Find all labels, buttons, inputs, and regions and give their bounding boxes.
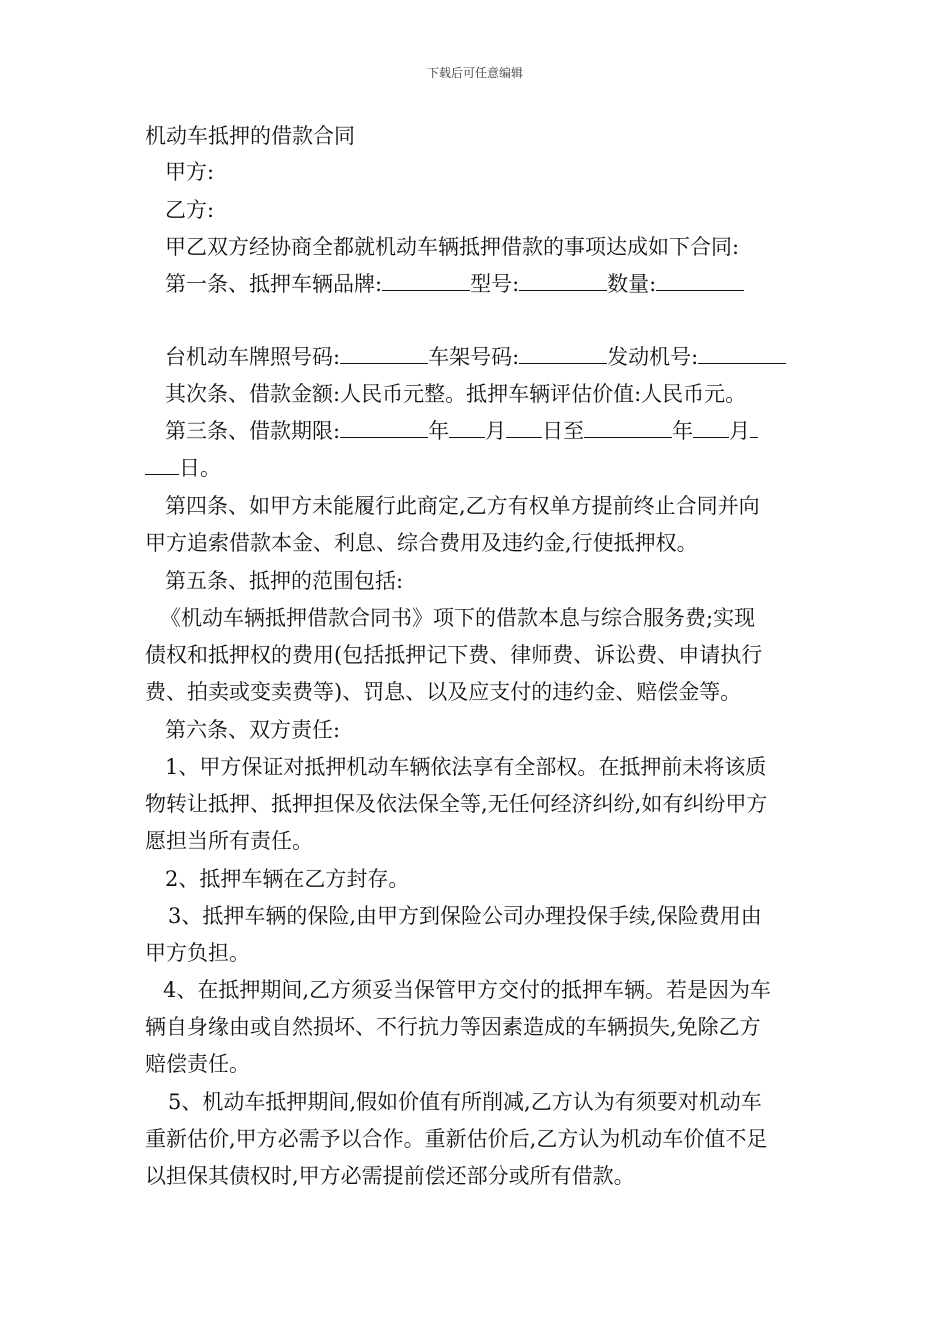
- clause-2: 2、抵押车辆在乙方封存。: [165, 867, 410, 891]
- page-header: 下载后可任意编辑: [426, 66, 523, 80]
- article-1-line-1: [165, 270, 744, 298]
- frame-label: 车架号码:: [428, 345, 520, 369]
- month-label-2: 月: [729, 419, 751, 443]
- clause-1-line-2: 物转让抵押、抵押担保及依法保全等,无任何经济纠纷,如有纠纷甲方: [145, 792, 768, 816]
- model-blank: [519, 270, 607, 291]
- party-b-label: 乙方:: [165, 198, 215, 222]
- start-day-blank: [506, 417, 542, 438]
- article-5-line-1: 《机动车辆抵押借款合同书》项下的借款本息与综合服务费;实现: [160, 606, 756, 630]
- article-3-line-2: [145, 454, 221, 482]
- clause-5-line-1: 5、机动车抵押期间,假如价值有所削减,乙方认为有须要对机动车: [168, 1090, 762, 1114]
- clause-1-line-3: 愿担当所有责任。: [145, 829, 313, 853]
- clause-5-line-3: 以担保其债权时,甲方必需提前偿还部分或所有借款。: [145, 1164, 635, 1188]
- engine-label: 发动机号:: [607, 345, 699, 369]
- intro-paragraph: 甲乙双方经协商全都就机动车辆抵押借款的事项达成如下合同:: [165, 235, 740, 259]
- document-title: 机动车抵押的借款合同: [145, 124, 355, 148]
- clause-4-line-2: 辆自身缘由或自然损坏、不行抗力等因素造成的车辆损失,免除乙方: [145, 1015, 761, 1039]
- clause-1-line-1: 1、甲方保证对抵押机动车辆依法享有全部权。在抵押前未将该质: [165, 755, 767, 779]
- engine-blank: [698, 343, 786, 364]
- article-1-line-2: [165, 343, 786, 371]
- start-month-blank: [449, 417, 485, 438]
- month-label: 月: [485, 419, 507, 443]
- end-month-blank: [693, 417, 729, 438]
- article-4-line-2: 甲方追索借款本金、利息、综合费用及违约金,行使抵押权。: [145, 531, 698, 555]
- frame-blank: [519, 343, 607, 364]
- year-label: 年: [428, 419, 450, 443]
- article-6-heading: 第六条、双方责任:: [165, 718, 341, 742]
- brand-label: 第一条、抵押车辆品牌:: [165, 272, 383, 296]
- start-year-blank: [340, 417, 428, 438]
- article-5-line-3: 费、拍卖或变卖费等)、罚息、以及应支付的违约金、赔偿金等。: [145, 680, 742, 704]
- year-label-2: 年: [672, 419, 694, 443]
- article-5-heading: 第五条、抵押的范围包括:: [165, 569, 404, 593]
- clause-4-line-1: 4、在抵押期间,乙方须妥当保管甲方交付的抵押车辆。若是因为车: [163, 978, 772, 1002]
- party-a-label: 甲方:: [165, 160, 215, 184]
- model-label: 型号:: [470, 272, 520, 296]
- quantity-label: 数量:: [607, 272, 657, 296]
- article-4-line-1: 第四条、如甲方未能履行此商定,乙方有权单方提前终止合同并向: [165, 494, 760, 518]
- clause-3-line-2: 甲方负担。: [145, 941, 250, 965]
- clause-4-line-3: 赔偿责任。: [145, 1052, 250, 1076]
- plate-blank: [340, 343, 428, 364]
- day-end-label: 日。: [179, 456, 221, 480]
- article-5-line-2: 债权和抵押权的费用(包括抵押记下费、律师费、诉讼费、申请执行: [145, 643, 763, 667]
- end-day-blank-part1: [750, 417, 758, 438]
- quantity-blank: [656, 270, 744, 291]
- clause-5-line-2: 重新估价,甲方必需予以合作。重新估价后,乙方认为机动车价值不足: [145, 1127, 768, 1151]
- brand-blank: [382, 270, 470, 291]
- end-day-blank-part2: [145, 454, 179, 475]
- article-3-line-1: [165, 417, 758, 445]
- plate-label: 台机动车牌照号码:: [165, 345, 341, 369]
- term-label: 第三条、借款期限:: [165, 419, 341, 443]
- article-2: 其次条、借款金额:人民币元整。抵押车辆评估价值:人民币元。: [165, 382, 747, 406]
- clause-3-line-1: 3、抵押车辆的保险,由甲方到保险公司办理投保手续,保险费用由: [168, 904, 762, 928]
- day-to-label: 日至: [542, 419, 585, 443]
- end-year-blank: [584, 417, 672, 438]
